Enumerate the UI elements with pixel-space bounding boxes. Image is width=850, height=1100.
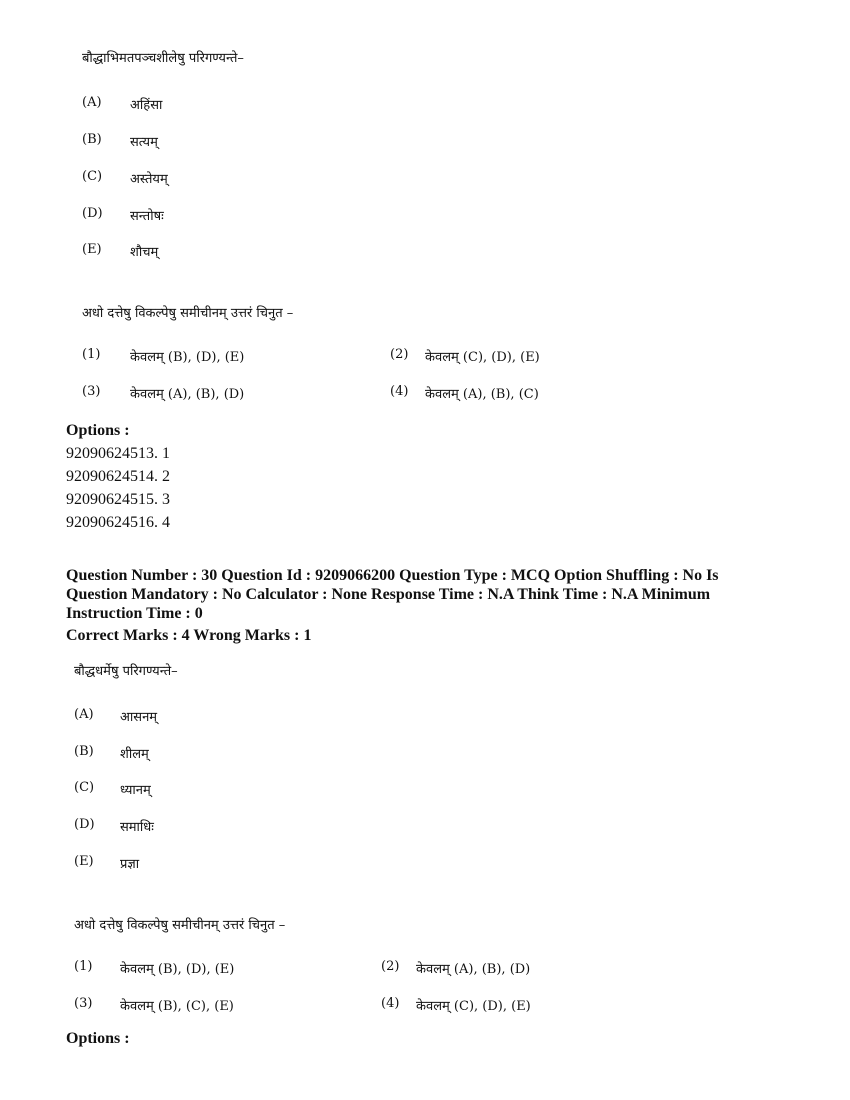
q29-item-key-d: (D) [82, 206, 103, 221]
q29-choice-text-3: केवलम् (A), (B), (D) [130, 387, 245, 402]
q30-item-text-e: प्रज्ञा [120, 857, 140, 872]
q30-item-text-a: आसनम् [120, 710, 158, 725]
q29-instruction: अधो दत्तेषु विकल्पेषु समीचीनम् उत्तरं चिनुत – [82, 306, 294, 321]
q30-choice-num-3: (3) [74, 996, 93, 1011]
q30-choice-text-3: केवलम् (B), (C), (E) [120, 999, 234, 1014]
q29-item-text-b: सत्यम् [130, 135, 158, 150]
q30-item-key-d: (D) [74, 817, 95, 832]
q29-choice-num-3: (3) [82, 384, 101, 399]
q29-item-text-e: शौचम् [130, 245, 159, 260]
q29-choice-num-1: (1) [82, 347, 101, 362]
q30-item-key-b: (B) [74, 744, 94, 759]
q30-item-text-b: शीलम् [120, 747, 149, 762]
q29-item-text-a: अहिंसा [130, 98, 163, 113]
q30-item-text-d: समाधिः [120, 820, 154, 835]
q30-choice-num-2: (2) [381, 959, 400, 974]
q29-option-id-3: 92090624515. 3 [66, 491, 170, 508]
q29-item-key-e: (E) [82, 242, 102, 257]
q29-choice-num-4: (4) [390, 384, 409, 399]
q30-meta: Question Number : 30 Question Id : 9209066200 Question Type : MCQ Option Shuffling : No Is Question Mandatory : No Calculator : None Response Time : N.A Think Time : N.A Minimum Instruction Time : 0 [66, 567, 719, 622]
q29-stem: बौद्धाभिमतपञ्चशीलेषु परिगण्यन्ते– [82, 51, 244, 66]
q30-item-key-c: (C) [74, 780, 95, 795]
q30-stem: बौद्धधर्मेषु परिगण्यन्ते– [74, 664, 178, 679]
q29-option-id-1: 92090624513. 1 [66, 445, 170, 462]
q30-choice-num-4: (4) [381, 996, 400, 1011]
q29-item-key-b: (B) [82, 132, 102, 147]
q29-option-id-2: 92090624514. 2 [66, 468, 170, 485]
q30-choice-text-1: केवलम् (B), (D), (E) [120, 962, 235, 977]
q29-item-text-c: अस्तेयम् [130, 172, 168, 187]
q29-item-text-d: सन्तोषः [130, 209, 164, 224]
q29-choice-num-2: (2) [390, 347, 409, 362]
q30-instruction: अधो दत्तेषु विकल्पेषु समीचीनम् उत्तरं चिनुत – [74, 918, 286, 933]
q29-option-id-4: 92090624516. 4 [66, 514, 170, 531]
q30-options-label: Options : [66, 1030, 130, 1047]
q30-choice-text-2: केवलम् (A), (B), (D) [416, 962, 531, 977]
q30-choice-num-1: (1) [74, 959, 93, 974]
q29-choice-text-4: केवलम् (A), (B), (C) [425, 387, 539, 402]
q30-item-key-e: (E) [74, 854, 94, 869]
q29-choice-text-1: केवलम् (B), (D), (E) [130, 350, 245, 365]
q29-item-key-c: (C) [82, 169, 103, 184]
q29-options-label: Options : [66, 422, 130, 439]
q30-choice-text-4: केवलम् (C), (D), (E) [416, 999, 531, 1014]
q29-choice-text-2: केवलम् (C), (D), (E) [425, 350, 540, 365]
q30-item-key-a: (A) [74, 707, 94, 722]
q29-item-key-a: (A) [82, 95, 102, 110]
q30-item-text-c: ध्यानम् [120, 783, 151, 798]
q30-marks: Correct Marks : 4 Wrong Marks : 1 [66, 627, 312, 644]
